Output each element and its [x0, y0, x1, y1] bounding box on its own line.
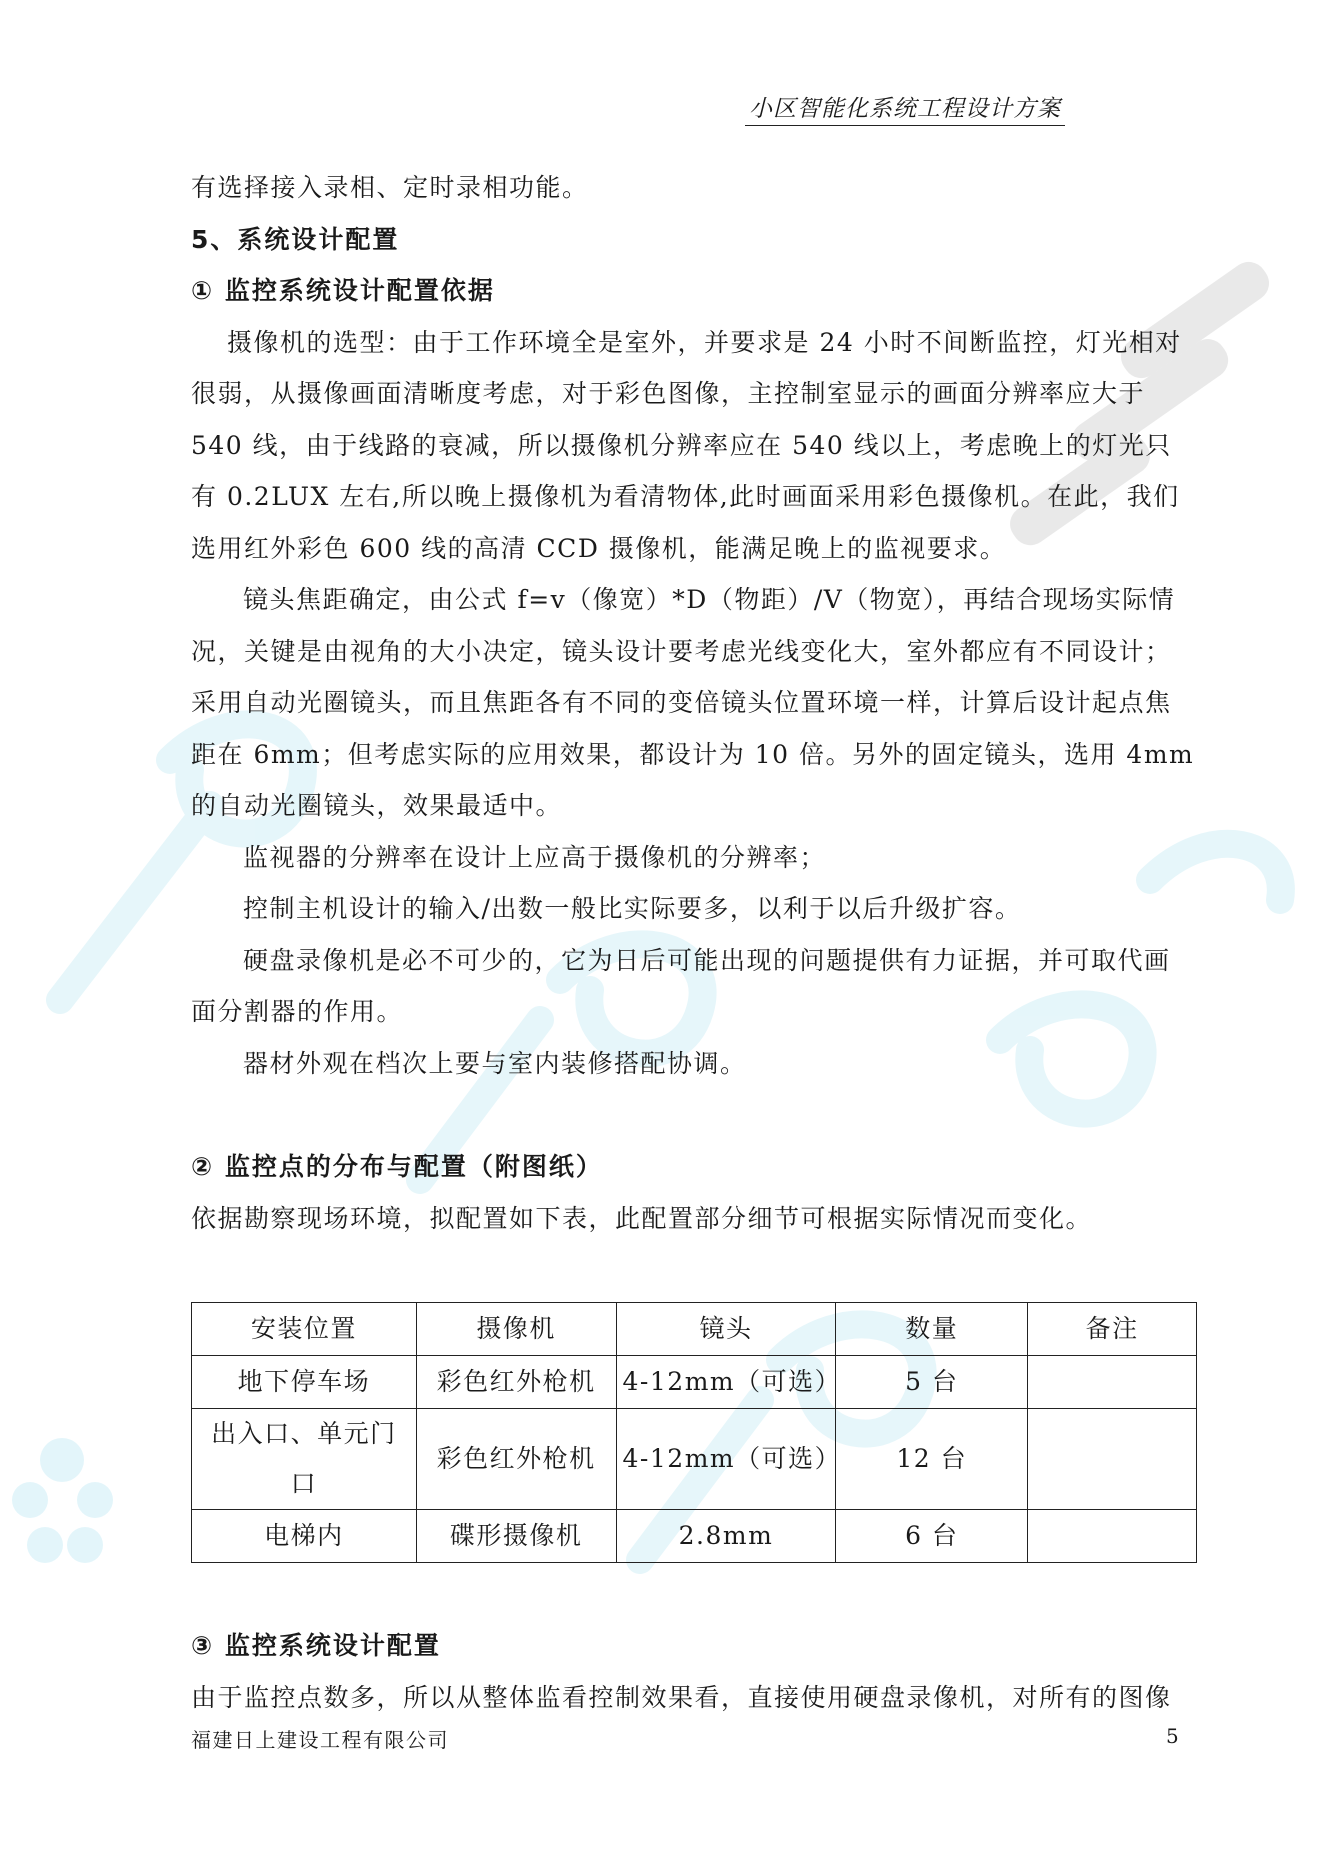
subsection-1-heading: ① 监控系统设计配置依据: [191, 276, 495, 305]
document-body-continued: [191, 1620, 1196, 1723]
section-5-heading: 5、系统设计配置: [191, 224, 400, 254]
table-cell: 电梯内: [192, 1510, 417, 1563]
table-row: [192, 1409, 1197, 1510]
paragraph-camera-selection: 摄像机的选型：由于工作环境全是室外，并要求是 24 小时不间断监控，灯光相对很弱，从摄像画面清晰度考虑，对于彩色图像，主控制室显示的画面分辨率应大于 540 线，由于线路的衰减，所以摄像机分辨率应在 540 线以上，考虑晚上的灯光只有 0.2LUX 左右,所以晚上摄像机为看清物体,此时画面采用彩色摄像机。在此，我们选用红外彩色 600 线的高清 CCD 摄像机，能满足晚上的监视要求。: [191, 327, 1182, 563]
paragraph-host: 控制主机设计的输入/出数一般比实际要多，以利于以后升级扩容。: [243, 894, 1022, 923]
table-cell: 12 台: [836, 1409, 1028, 1510]
table-cell: [1028, 1409, 1197, 1510]
table-row: [192, 1356, 1197, 1409]
paragraph-config-basis: 依据勘察现场环境，拟配置如下表，此配置部分细节可根据实际情况而变化。: [191, 1203, 1093, 1233]
table-cell: 4-12mm（可选）: [616, 1409, 836, 1510]
table-row: [192, 1510, 1197, 1563]
table-header-row: [192, 1303, 1197, 1356]
paragraph-appearance: 器材外观在档次上要与室内装修搭配协调。: [243, 1048, 747, 1078]
footer-company-name: 福建日上建设工程有限公司: [191, 1728, 449, 1752]
table-header-cell: 数量: [836, 1303, 1028, 1356]
footer-page-number: 5: [1166, 1724, 1179, 1748]
table-cell: 2.8mm: [616, 1510, 836, 1563]
camera-config-table: [191, 1302, 1197, 1563]
table-cell: 地下停车场: [192, 1356, 417, 1409]
table-cell: 碟形摄像机: [416, 1510, 616, 1563]
subsection-3-heading: ③ 监控系统设计配置: [191, 1631, 441, 1660]
continuation-line: 有选择接入录相、定时录相功能。: [191, 173, 589, 202]
table-header-cell: 镜头: [616, 1303, 836, 1356]
table-cell: [1028, 1356, 1197, 1409]
table-header-cell: 备注: [1028, 1303, 1197, 1356]
document-body: [191, 162, 1196, 1244]
table-cell: 6 台: [836, 1510, 1028, 1563]
table-header-cell: 安装位置: [192, 1303, 417, 1356]
page-header-title: 小区智能化系统工程设计方案: [745, 90, 1065, 126]
paragraph-lens-focal: 镜头焦距确定，由公式 f=v（像宽）*D（物距）/V（物宽），再结合现场实际情况，关键是由视角的大小决定，镜头设计要考虑光线变化大，室外都应有不同设计；采用自动光圈镜头，而且焦距各有不同的变倍镜头位置环境一样，计算后设计起点焦距在 6mm；但考虑实际的应用效果，都设计为 10 倍。另外的固定镜头，选用 4mm 的自动光圈镜头，效果最适中。: [191, 585, 1195, 820]
paragraph-dvr: 硬盘录像机是必不可少的，它为日后可能出现的问题提供有力证据，并可取代画面分割器的作用。: [191, 945, 1171, 1026]
subsection-2-heading: ② 监控点的分布与配置（附图纸）: [191, 1152, 603, 1181]
paragraph-dvr-usage: 由于监控点数多，所以从整体监看控制效果看，直接使用硬盘录像机，对所有的图像: [191, 1682, 1172, 1712]
paragraph-monitor: 监视器的分辨率在设计上应高于摄像机的分辨率；: [243, 842, 827, 872]
table-cell: 彩色红外枪机: [416, 1409, 616, 1510]
table-cell: 4-12mm（可选）: [616, 1356, 836, 1409]
table-cell: [1028, 1510, 1197, 1563]
table-cell: 彩色红外枪机: [416, 1356, 616, 1409]
table-cell: 出入口、单元门口: [192, 1409, 417, 1510]
table-header-cell: 摄像机: [416, 1303, 616, 1356]
table-cell: 5 台: [836, 1356, 1028, 1409]
